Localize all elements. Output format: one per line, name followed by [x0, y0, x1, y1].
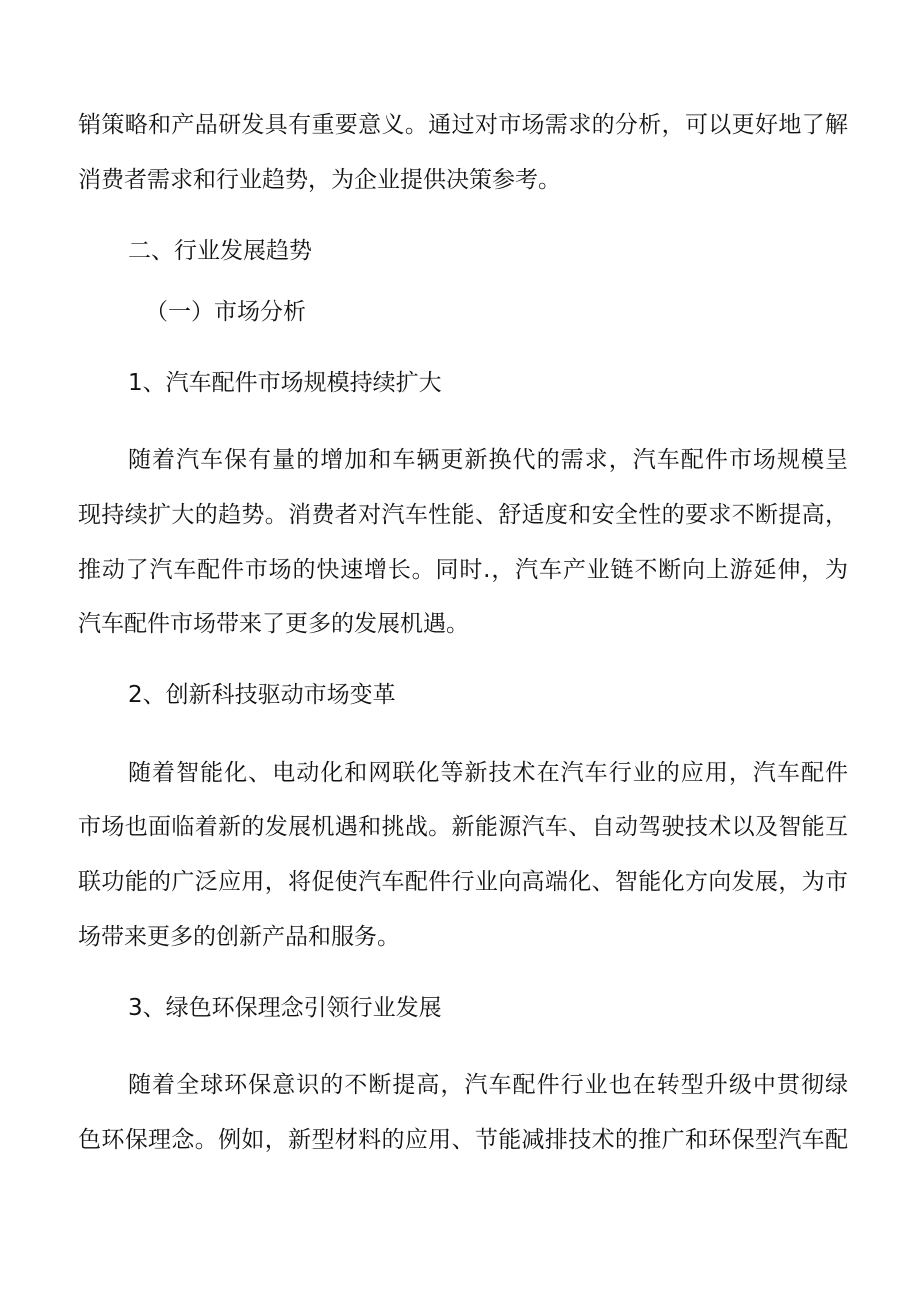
item1-line-2: 现持续扩大的趋势。消费者对汽车性能、舒适度和安全性的要求不断提高， [78, 502, 848, 528]
item2-line-3: 联功能的广泛应用，将促使汽车配件行业向高端化、智能化方向发展，为市 [78, 869, 848, 895]
item3-line-1: 随着全球环保意识的不断提高，汽车配件行业也在转型升级中贯彻绿 [128, 1072, 848, 1098]
section-title: 二、行业发展趋势 [128, 238, 312, 264]
item1-line-3: 推动了汽车配件市场的快速增长。同时.，汽车产业链不断向上游延伸，为 [78, 557, 848, 583]
item1-heading: 1、汽车配件市场规模持续扩大 [128, 370, 442, 396]
item3-heading: 3、绿色环保理念引领行业发展 [128, 995, 442, 1021]
item1-line-1: 随着汽车保有量的增加和车辆更新换代的需求，汽车配件市场规模呈 [128, 447, 848, 473]
item2-line-1: 随着智能化、电动化和网联化等新技术在汽车行业的应用，汽车配件 [128, 760, 848, 786]
item1-line-4: 汽车配件市场带来了更多的发展机遇。 [78, 611, 469, 637]
subsection-title: （一）市场分析 [145, 299, 306, 325]
item2-line-2: 市场也面临着新的发展机遇和挑战。新能源汽车、自动驾驶技术以及智能互 [78, 814, 848, 840]
item2-line-4: 场带来更多的创新产品和服务。 [78, 924, 400, 950]
item2-heading: 2、创新科技驱动市场变革 [128, 682, 396, 708]
item3-line-2: 色环保理念。例如，新型材料的应用、节能减排技术的推广和环保型汽车配 [78, 1127, 848, 1153]
intro-line-2: 消费者需求和行业趋势，为企业提供决策参考。 [78, 167, 561, 193]
intro-line-1: 销策略和产品研发具有重要意义。通过对市场需求的分析，可以更好地了解 [78, 112, 848, 138]
